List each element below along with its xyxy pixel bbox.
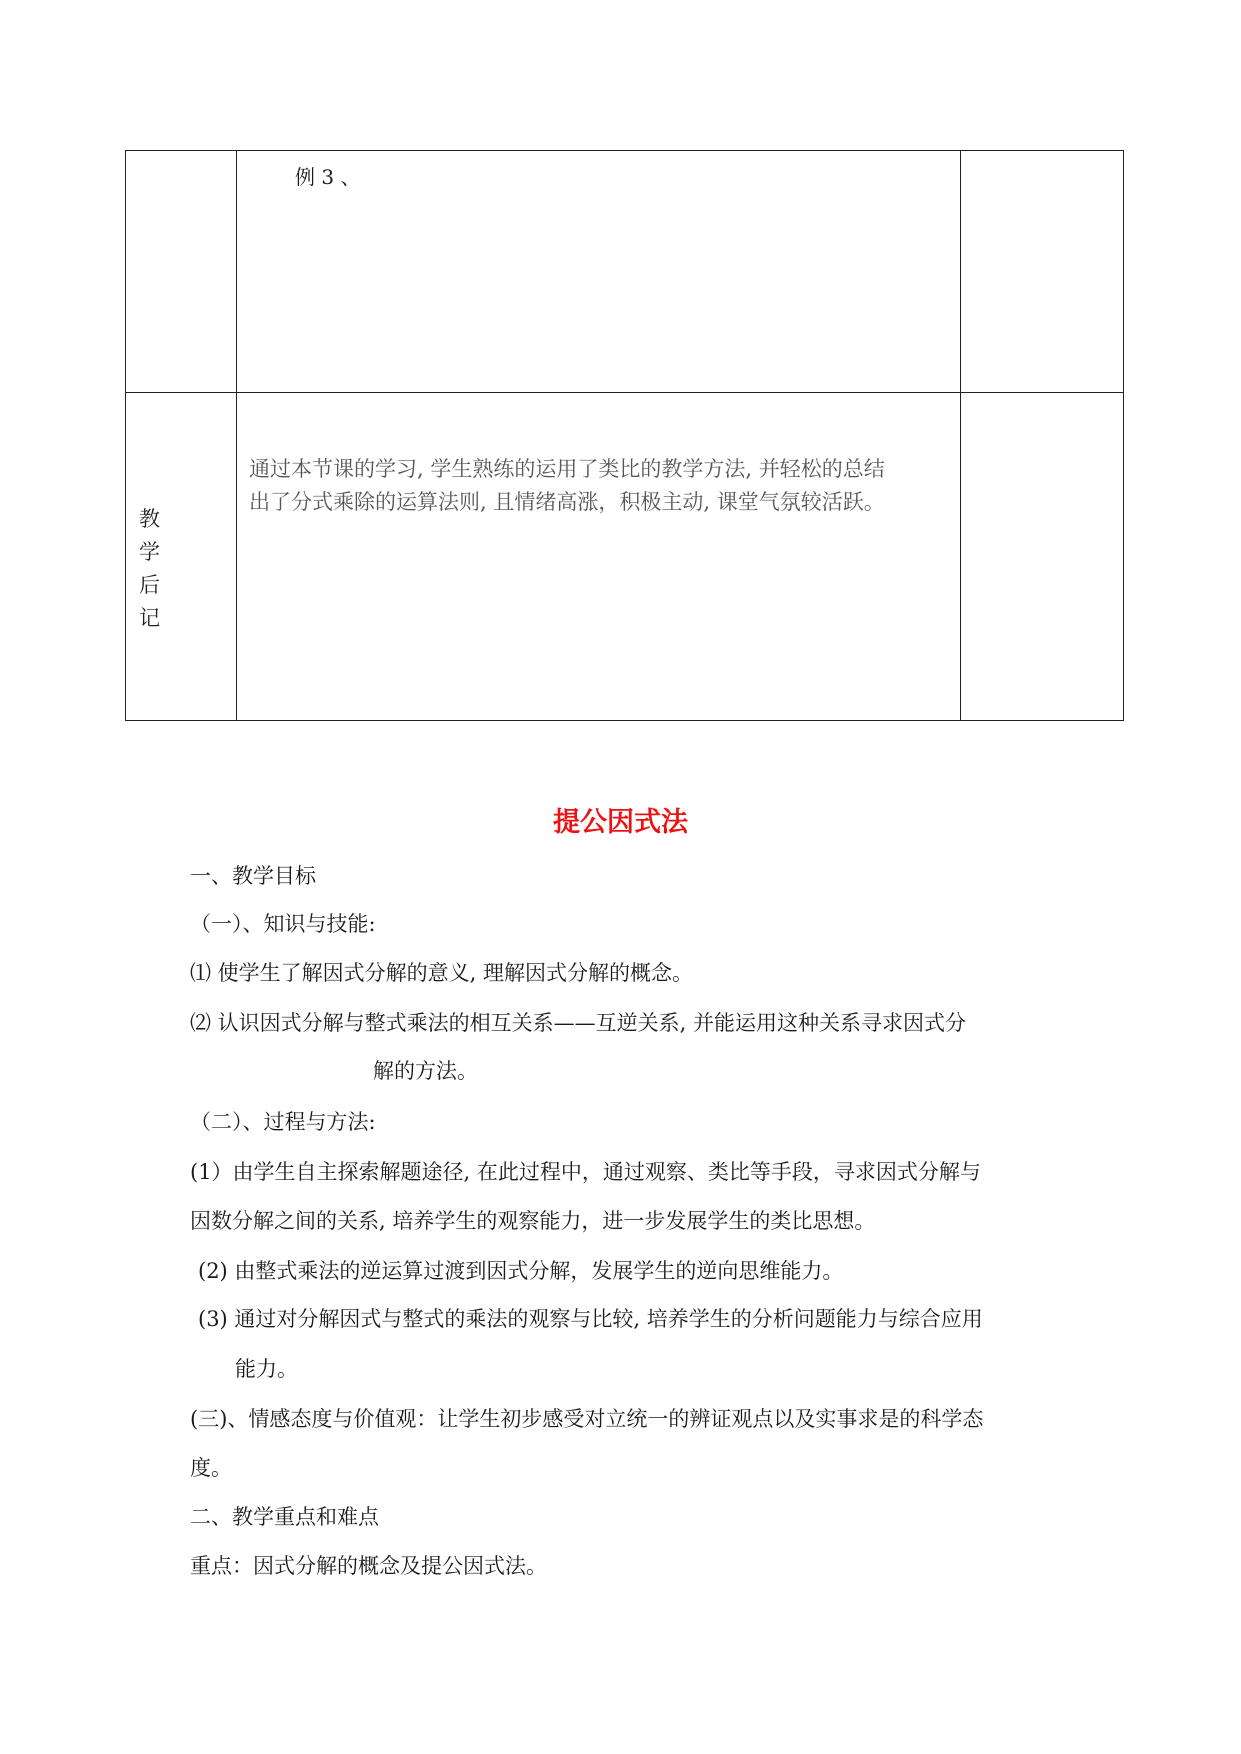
side-label-cell [126,393,237,721]
reflection-text [237,393,960,519]
subsection-heading: （一）、知识与技能: [190,912,376,936]
note-cell [961,151,1124,393]
paragraph-continuation: 解的方法。 [373,1059,478,1083]
subsection-heading: (三)、情感态度与价值观：让学生初步感受对立统一的辨证观点以及实事求是的科学态 [190,1407,984,1431]
paragraph: 重点：因式分解的概念及提公因式法。 [190,1554,547,1578]
paragraph-continuation: 度。 [190,1456,232,1480]
section-heading: 二、教学重点和难点 [190,1505,379,1529]
reflection-line: 通过本节课的学习, 学生熟练的运用了类比的教学方法, 并轻松的总结 [249,457,885,481]
table-row-reflection [126,393,1124,721]
reflection-cell [237,393,961,721]
table-row-example [126,151,1124,393]
paragraph-continuation: 能力。 [235,1357,298,1381]
example-cell [237,151,961,393]
side-label: 教学后记 [139,506,160,630]
paragraph: (3) 通过对分解因式与整式的乘法的观察与比较, 培养学生的分析问题能力与综合应用 [198,1307,983,1331]
example-label: 例 3 、 [295,165,361,189]
subsection-heading: （二）、过程与方法: [190,1110,376,1134]
paragraph: ⑴ 使学生了解因式分解的意义, 理解因式分解的概念。 [190,961,694,985]
paragraph: (1）由学生自主探索解题途径, 在此过程中，通过观察、类比等手段，寻求因式分解与 [190,1160,981,1184]
page-title: 提公因式法 [553,807,688,838]
empty-label-cell [126,151,237,393]
paragraph: (2) 由整式乘法的逆运算过渡到因式分解，发展学生的逆向思维能力。 [198,1259,844,1283]
lesson-table [125,150,1124,721]
section-heading: 一、教学目标 [190,864,316,888]
note-cell [961,393,1124,721]
paragraph-continuation: 因数分解之间的关系, 培养学生的观察能力，进一步发展学生的类比思想。 [190,1209,876,1233]
paragraph: ⑵ 认识因式分解与整式乘法的相互关系——互逆关系, 并能运用这种关系寻求因式分 [190,1011,967,1035]
reflection-line: 出了分式乘除的运算法则, 且情绪高涨，积极主动, 课堂气氛较活跃。 [249,490,885,514]
